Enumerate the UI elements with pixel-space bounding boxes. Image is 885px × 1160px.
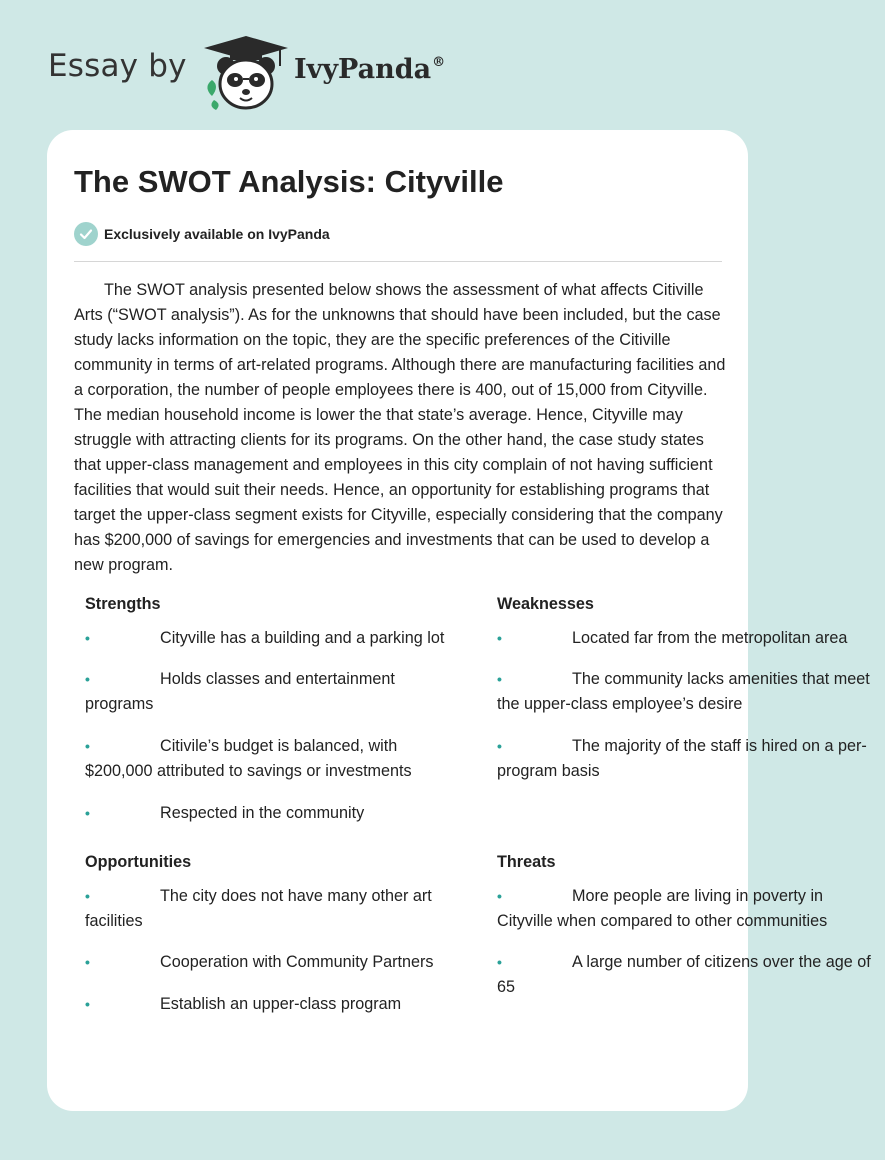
bullet-icon: • [497,671,502,687]
badge-label: Exclusively available on IvyPanda [104,226,330,242]
check-circle-icon [74,222,98,246]
page-title: The SWOT Analysis: Cityville [74,164,504,199]
list-item [85,626,465,651]
threats-heading: Threats [497,853,556,871]
brand-name[interactable] [294,54,445,85]
intro-paragraph: The SWOT analysis presented below shows the assessment of what affects Citiville Arts (“SWOT analysis”). As for the unknowns that should have been included, but the case study lacks information on the topic, they are the specific preferences of the Citiville community in terms of art-related programs. Although there are manufacturing facilities and a corporation, the number of people employees there is 400, out of 15,000 from Cityville. The median household income is lower the that state’s average. Hence, Cityville may struggle with attracting clients for its programs. On the other hand, the case study states that upper-class management and employees in this city complain of not having sufficient facilities that would suit their needs. Hence, an opportunity for establishing programs that target the upper-class segment exists for Cityville, especially considering that the company has $200,000 of savings for emergencies and investments that can be used to develop a new program. [74,281,726,574]
brand-name-text: IvyPanda [294,54,432,85]
list-item [497,667,877,717]
panda-logo-icon[interactable] [200,34,292,110]
list-item [497,626,877,651]
list-item-text: The city does not have many other art facilities [85,887,432,930]
list-item [85,884,465,934]
list-item-text: Establish an upper-class program [160,995,402,1013]
list-item [85,950,465,975]
bullet-icon: • [85,888,90,904]
essay-card [47,130,871,1111]
site-header [48,34,748,114]
list-item-text: Respected in the community [160,804,365,822]
list-item [497,950,877,1000]
bullet-icon: • [85,630,90,646]
list-item-text: Citivile’s budget is balanced, with $200,000 attributed to savings or investments [85,737,412,780]
bullet-icon: • [85,954,90,970]
registered-mark: ® [432,55,446,70]
opportunities-heading: Opportunities [85,853,192,871]
list-item-text: Holds classes and entertainment programs [85,670,395,713]
list-item [85,801,465,826]
bullet-icon: • [85,805,90,821]
bullet-icon: • [85,738,90,754]
list-item-text: More people are living in poverty in Cityville when compared to other communities [497,887,828,930]
list-item [85,734,465,784]
weaknesses-heading: Weaknesses [497,595,594,613]
strengths-heading: Strengths [85,595,161,613]
bullet-icon: • [497,888,502,904]
essay-by-label: Essay by [48,48,187,84]
list-item [85,992,465,1017]
bullet-icon: • [85,996,90,1012]
list-item [497,884,877,934]
list-item-text: The community lacks amenities that meet the upper-class employee’s desire [497,670,870,713]
bullet-icon: • [497,738,502,754]
list-item-text: The majority of the staff is hired on a per-program basis [497,737,867,780]
exclusive-badge [74,222,330,246]
bullet-icon: • [497,954,502,970]
list-item-text: Located far from the metropolitan area [572,629,848,647]
list-item-text: Cityville has a building and a parking lot [160,629,445,647]
list-item-text: A large number of citizens over the age of 65 [497,953,871,996]
divider [74,261,722,262]
list-item-text: Cooperation with Community Partners [160,953,434,971]
list-item [85,667,465,717]
bullet-icon: • [497,630,502,646]
bullet-icon: • [85,671,90,687]
list-item [497,734,877,784]
